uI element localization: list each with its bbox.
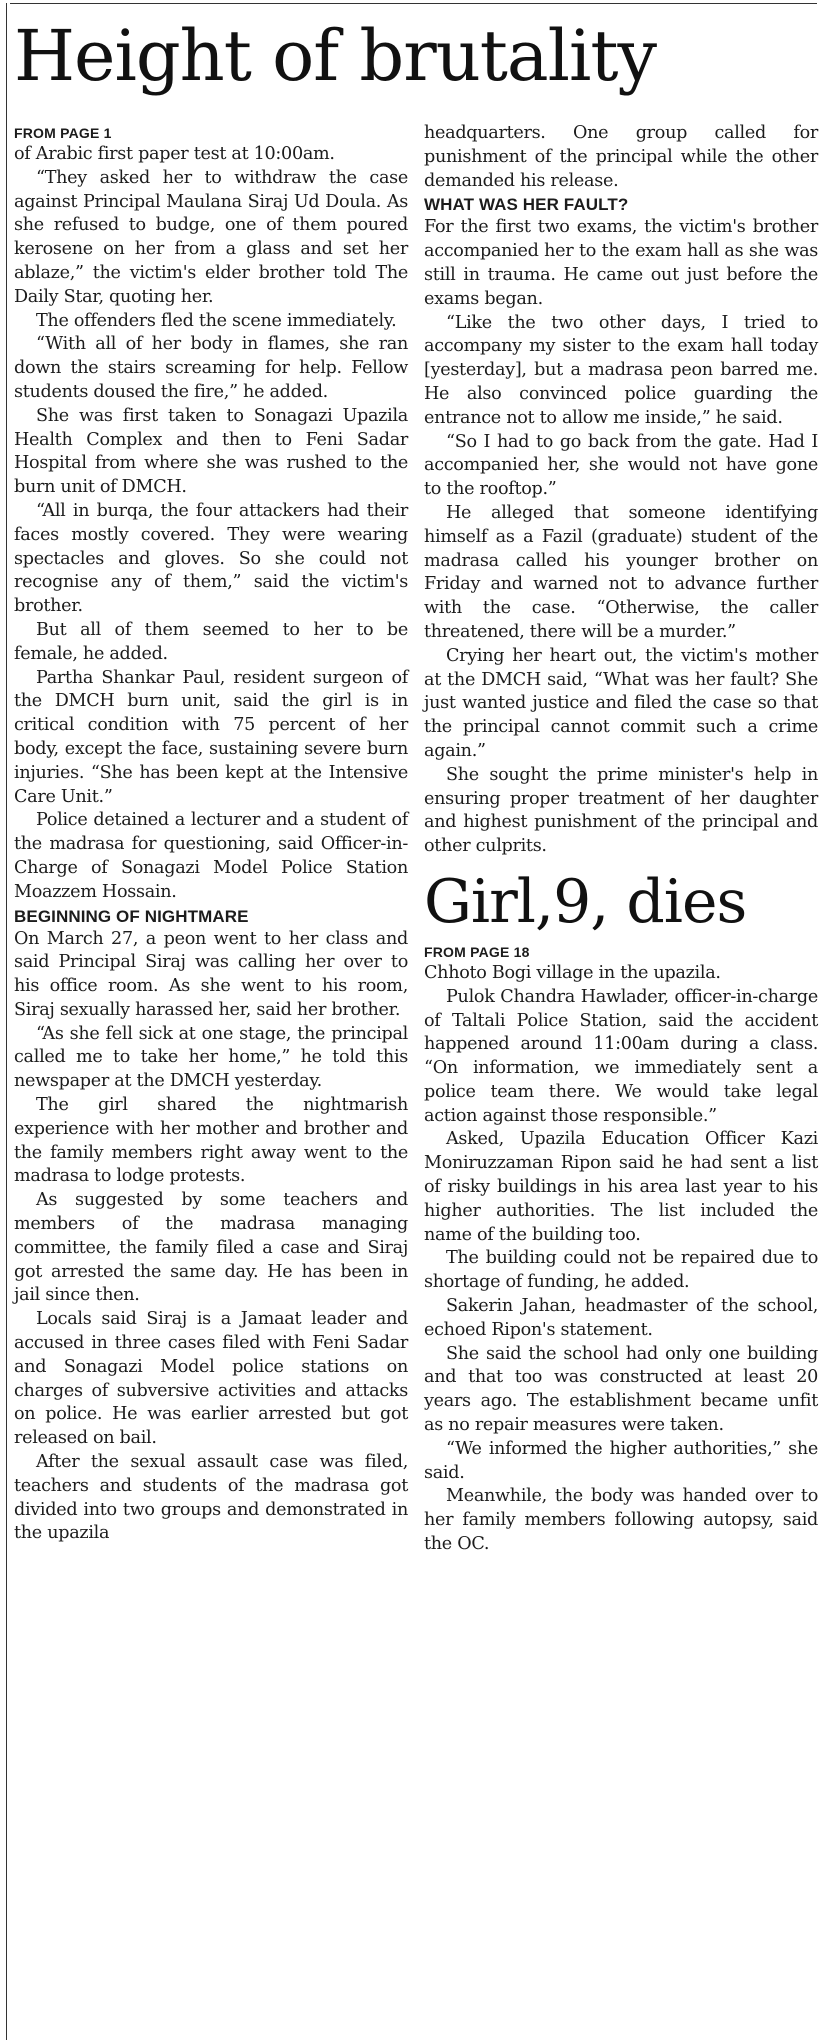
paragraph: Locals said Siraj is a Jamaat leader and accused in three cases filed with Feni Sadar and Sonagazi Model police stations on charges of subversive activities and attacks on police. He was earlier arrested but got released on bail. (14, 1309, 408, 1449)
paragraph: Asked, Upazila Education Officer Kazi Moniruzzaman Ripon said he had sent a list of risky buildings in his area last year to his higher authorities. The list included the name of the building too. (424, 1129, 818, 1245)
paragraph: She sought the prime minister's help in ensuring proper treatment of her daughter and highest punishment of the principal and other culprits. (424, 764, 818, 857)
paragraph: “We informed the higher authorities,” she said. (424, 1438, 818, 1483)
dateline: FROM PAGE 18 (424, 943, 530, 960)
paragraph: On March 27, a peon went to her class and said Principal Siraj was calling her over to his office room. As she went to his room, Siraj sexually harassed her, said her brother. (14, 928, 408, 1020)
headline: Height of brutality (14, 15, 657, 97)
subhead: BEGINNING OF NIGHTMARE (14, 906, 249, 926)
paragraph: She said the school had only one building and that too was constructed at least 20 years ago. The establishment became unfit as no repair measures were taken. (424, 1343, 818, 1436)
paragraph: Crying her heart out, the victim's mother at the DMCH said, “What was her fault? She just wanted justice and filed the case so that the principal cannot commit such a crime again.” (424, 645, 818, 761)
paragraph: “So I had to go back from the gate. Had I accompanied her, she would not have gone to the rooftop.” (424, 431, 818, 500)
top-rule (10, 3, 817, 4)
secondary-headline: Girl,9, dies (424, 866, 747, 937)
paragraph: He alleged that someone identifying himself as a Fazil (graduate) student of the madrasa called his younger brother on Friday and warned not to advance further with the case. “Otherwise, the caller threatened, there will be a murder.” (424, 502, 818, 642)
paragraph: Chhoto Bogi village in the upazila. (424, 962, 721, 983)
paragraph: She was first taken to Sonagazi Upazila Health Complex and then to Feni Sadar Hospital from where she was rushed to the burn unit of DMCH. (14, 405, 408, 498)
left-rule (6, 3, 7, 2040)
paragraph: of Arabic first paper test at 10:00am. (14, 144, 335, 164)
paragraph: Meanwhile, the body was handed over to her family members following autopsy, said the OC. (424, 1486, 818, 1555)
column-right (424, 122, 818, 1557)
paragraph: Sakerin Jahan, headmaster of the school, echoed Ripon's statement. (424, 1296, 818, 1340)
paragraph: But all of them seemed to her to be female, he added. (14, 619, 408, 664)
paragraph: Police detained a lecturer and a student of the madrasa for questioning, said Officer-in-Charge of Sonagazi Model Police Station Moazzem Hossain. (14, 810, 408, 902)
paragraph: Partha Shankar Paul, resident surgeon of the DMCH burn unit, said the girl is in critical condition with 75 percent of her body, except the face, sustaining severe burn injuries. “She has been kept at the Intensive Care Unit.” (14, 667, 408, 807)
dateline: FROM PAGE 1 (14, 125, 112, 141)
paragraph: The offenders fled the scene immediately. (36, 310, 397, 331)
paragraph: “As she fell sick at one stage, the principal called me to take her home,” he told this newspaper at the DMCH yesterday. (14, 1023, 408, 1092)
paragraph: As suggested by some teachers and members of the madrasa managing committee, the family filed a case and Siraj got arrested the same day. He has been in jail since then. (14, 1190, 408, 1306)
paragraph: “All in burqa, the four attackers had their faces mostly covered. They were wearing spectacles and gloves. So she could not recognise any of them,” said the victim's brother. (14, 500, 408, 617)
paragraph: “Like the two other days, I tried to accompany my sister to the exam hall today [yesterday], but a madrasa peon barred me. He also convinced police guarding the entrance not to allow me inside,” he said. (424, 312, 818, 428)
paragraph: headquarters. One group called for punishment of the principal while the other demanded his release. (424, 123, 818, 191)
paragraph: Pulok Chandra Hawlader, officer-in-charge of Taltali Police Station, said the accident happened around 11:00am during a class. “On information, we immediately sent a police team there. We would take legal action against those responsible.” (424, 986, 818, 1126)
paragraph: The building could not be repaired due to shortage of funding, he added. (424, 1248, 818, 1293)
paragraph: For the first two exams, the victim's brother accompanied her to the exam hall as she was still in trauma. He came out just before the exams began. (424, 217, 818, 309)
paragraph: After the sexual assault case was filed, teachers and students of the madrasa got divided into two groups and demonstrated in the upazila (14, 1452, 408, 1544)
subhead: WHAT WAS HER FAULT? (424, 195, 629, 215)
paragraph: “They asked her to withdraw the case against Principal Maulana Siraj Ud Doula. As she refused to budge, one of them poured kerosene on her from a glass and set her ablaze,” the victim's elder brother told The Daily Star, quoting her. (14, 167, 408, 307)
column-left (14, 124, 408, 1546)
paragraph: “With all of her body in flames, she ran down the stairs screaming for help. Fellow students doused the fire,” he added. (14, 334, 408, 402)
paragraph: The girl shared the nightmarish experience with her mother and brother and the family members right away went to the madrasa to lodge protests. (14, 1095, 408, 1187)
